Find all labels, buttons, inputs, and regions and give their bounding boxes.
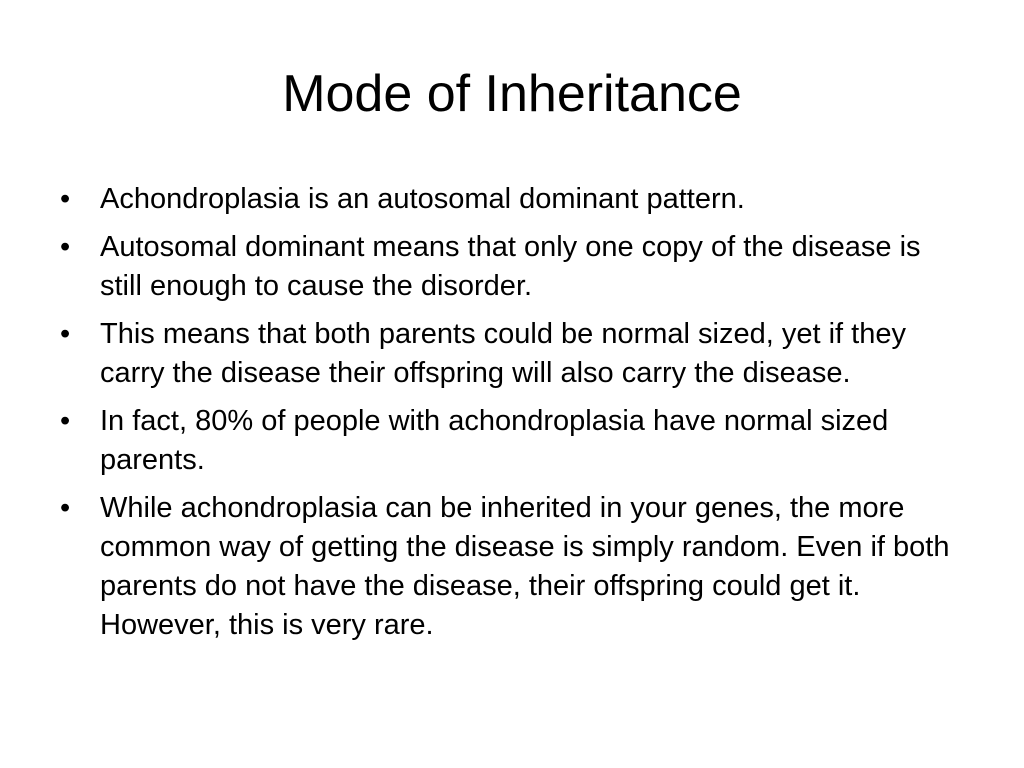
bullet-item-3: [58, 315, 963, 393]
bullet-item-1: [58, 180, 963, 219]
bullet-dot-icon: •: [60, 318, 71, 350]
bullet-text: Achondroplasia is an autosomal dominant pattern.: [100, 183, 745, 215]
bullet-text: In fact, 80% of people with achondroplasia have normal sized parents.: [100, 405, 889, 476]
bullet-item-2: [58, 228, 963, 306]
bullet-dot-icon: •: [60, 231, 71, 263]
bullet-text: While achondroplasia can be inherited in your genes, the more common way of getting the disease is simply random. Even if both parents do not have the disease, their offspring could get it. However, this is very rare.: [100, 492, 950, 641]
bullet-dot-icon: •: [60, 405, 71, 437]
bullet-item-5: [58, 489, 963, 645]
bullet-list: [58, 180, 963, 654]
bullet-item-4: [58, 402, 963, 480]
slide-title: Mode of Inheritance: [282, 65, 742, 123]
bullet-text: This means that both parents could be normal sized, yet if they carry the disease their offspring will also carry the disease.: [100, 318, 906, 389]
bullet-text: Autosomal dominant means that only one copy of the disease is still enough to cause the disorder.: [100, 231, 921, 302]
bullet-dot-icon: •: [60, 183, 71, 215]
bullet-dot-icon: •: [60, 492, 71, 524]
